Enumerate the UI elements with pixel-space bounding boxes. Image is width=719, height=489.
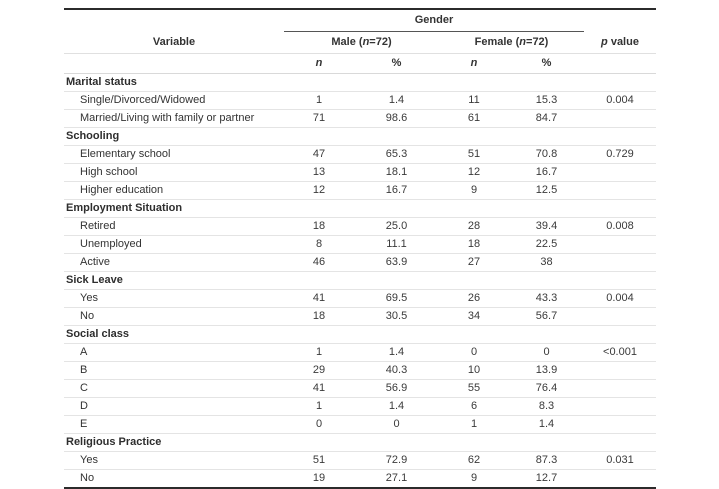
section-label: Sick Leave xyxy=(66,274,123,286)
value-cell: 18 xyxy=(312,220,326,232)
value-cell: 43.3 xyxy=(535,292,558,304)
subheader-row xyxy=(64,54,656,74)
table-row xyxy=(64,146,656,164)
value-cell: 9 xyxy=(470,184,478,196)
row-label: Yes xyxy=(80,292,98,304)
row-label: E xyxy=(80,418,88,430)
value-cell: 98.6 xyxy=(385,112,408,124)
table-row xyxy=(64,416,656,434)
table-row xyxy=(64,236,656,254)
value-cell: 39.4 xyxy=(535,220,558,232)
row-label: Retired xyxy=(80,220,116,232)
value-cell: 29 xyxy=(312,364,326,376)
row-label: D xyxy=(80,400,88,412)
statistics-table xyxy=(64,8,656,489)
pvalue-header-post: value xyxy=(607,36,639,48)
value-cell: 18 xyxy=(312,310,326,322)
value-cell: 1 xyxy=(315,94,323,106)
value-cell: 13 xyxy=(312,166,326,178)
row-label: Higher education xyxy=(80,184,164,196)
value-cell: 87.3 xyxy=(535,454,558,466)
table-row xyxy=(64,452,656,470)
female-column-header xyxy=(439,32,584,53)
column-header-row xyxy=(64,32,656,54)
value-cell: 18 xyxy=(467,238,481,250)
value-cell: 41 xyxy=(312,382,326,394)
male-header-post: =72) xyxy=(369,36,392,48)
value-cell: 11.1 xyxy=(386,238,407,250)
value-cell: 12 xyxy=(312,184,326,196)
value-cell: <0.001 xyxy=(603,346,637,358)
female-n-label: n xyxy=(470,57,478,69)
value-cell: 76.4 xyxy=(535,382,558,394)
row-label: Yes xyxy=(80,454,98,466)
value-cell: 84.7 xyxy=(535,112,558,124)
table-row xyxy=(64,326,656,344)
value-cell: 10 xyxy=(467,364,481,376)
value-cell: 70.8 xyxy=(535,148,558,160)
table-row xyxy=(64,110,656,128)
section-label: Religious Practice xyxy=(66,436,162,448)
male-pct-label: % xyxy=(391,57,402,69)
gender-header-row xyxy=(64,10,656,32)
table-row xyxy=(64,398,656,416)
value-cell: 8.3 xyxy=(538,400,555,412)
table-row xyxy=(64,470,656,487)
row-label: C xyxy=(80,382,88,394)
table-row xyxy=(64,380,656,398)
male-n-label: n xyxy=(315,57,323,69)
value-cell: 1 xyxy=(315,400,323,412)
row-label: Active xyxy=(80,256,110,268)
value-cell: 12 xyxy=(467,166,481,178)
value-cell: 56.9 xyxy=(385,382,408,394)
table-row xyxy=(64,128,656,146)
value-cell: 1 xyxy=(470,418,478,430)
table-row xyxy=(64,344,656,362)
value-cell: 41 xyxy=(312,292,326,304)
value-cell: 47 xyxy=(312,148,326,160)
female-pct-label: % xyxy=(541,57,552,69)
value-cell: 22.5 xyxy=(535,238,558,250)
value-cell: 8 xyxy=(315,238,323,250)
row-label: A xyxy=(80,346,88,358)
value-cell: 0 xyxy=(393,418,400,430)
table-row xyxy=(64,182,656,200)
section-label: Employment Situation xyxy=(66,202,183,214)
value-cell: 0.031 xyxy=(606,454,634,466)
row-label: B xyxy=(80,364,88,376)
value-cell: 15.3 xyxy=(535,94,558,106)
value-cell: 1 xyxy=(315,346,323,358)
table-row xyxy=(64,74,656,92)
value-cell: 0 xyxy=(543,346,550,358)
value-cell: 34 xyxy=(467,310,481,322)
female-pct-subheader xyxy=(509,54,584,73)
value-cell: 1.4 xyxy=(388,94,405,106)
value-cell: 16.7 xyxy=(385,184,408,196)
male-header-pre: Male ( xyxy=(331,36,363,48)
value-cell: 61 xyxy=(467,112,481,124)
pvalue-header-p-italic: p xyxy=(601,36,608,48)
value-cell: 1.4 xyxy=(388,400,405,412)
table-row xyxy=(64,308,656,326)
pvalue-column-header xyxy=(584,32,656,53)
row-label: High school xyxy=(80,166,138,178)
value-cell: 30.5 xyxy=(385,310,408,322)
variable-column-header xyxy=(64,32,284,53)
spacer-cell xyxy=(584,63,656,65)
table-row xyxy=(64,164,656,182)
variable-header-label: Variable xyxy=(152,36,196,48)
row-label: No xyxy=(80,472,95,484)
value-cell: 13.9 xyxy=(535,364,558,376)
value-cell: 72.9 xyxy=(385,454,408,466)
male-pct-subheader xyxy=(354,54,439,73)
value-cell: 0 xyxy=(315,418,323,430)
value-cell: 40.3 xyxy=(385,364,408,376)
value-cell: 51 xyxy=(467,148,481,160)
value-cell: 0.004 xyxy=(606,292,634,304)
female-header-pre: Female ( xyxy=(474,36,520,48)
section-label: Schooling xyxy=(66,130,120,142)
table-row xyxy=(64,362,656,380)
value-cell: 1.4 xyxy=(388,346,405,358)
value-cell: 71 xyxy=(312,112,326,124)
row-label: Unemployed xyxy=(80,238,142,250)
value-cell: 27.1 xyxy=(385,472,408,484)
table-row xyxy=(64,218,656,236)
value-cell: 63.9 xyxy=(385,256,408,268)
value-cell: 11 xyxy=(468,94,480,106)
value-cell: 18.1 xyxy=(385,166,408,178)
value-cell: 46 xyxy=(312,256,326,268)
value-cell: 0 xyxy=(470,346,478,358)
row-label: Married/Living with family or partner xyxy=(80,112,255,124)
value-cell: 28 xyxy=(467,220,481,232)
value-cell: 9 xyxy=(470,472,478,484)
value-cell: 6 xyxy=(470,400,478,412)
value-cell: 65.3 xyxy=(385,148,408,160)
value-cell: 55 xyxy=(467,382,481,394)
value-cell: 27 xyxy=(467,256,481,268)
value-cell: 26 xyxy=(467,292,481,304)
spacer-cell xyxy=(64,63,284,65)
table-row xyxy=(64,290,656,308)
male-n-subheader xyxy=(284,54,354,73)
row-label: No xyxy=(80,310,95,322)
table-row xyxy=(64,92,656,110)
value-cell: 62 xyxy=(467,454,481,466)
male-column-header xyxy=(284,32,439,53)
table-row xyxy=(64,434,656,452)
gender-header-label: Gender xyxy=(414,14,454,26)
value-cell: 0.729 xyxy=(606,148,634,160)
value-cell: 51 xyxy=(312,454,326,466)
gender-header xyxy=(284,10,584,32)
section-label: Social class xyxy=(66,328,129,340)
value-cell: 69.5 xyxy=(385,292,408,304)
value-cell: 12.5 xyxy=(535,184,558,196)
table-body xyxy=(64,74,656,487)
table-row xyxy=(64,200,656,218)
value-cell: 0.008 xyxy=(606,220,634,232)
value-cell: 0.004 xyxy=(606,94,634,106)
section-label: Marital status xyxy=(66,76,137,88)
table-row xyxy=(64,254,656,272)
row-label: Single/Divorced/Widowed xyxy=(80,94,206,106)
female-n-subheader xyxy=(439,54,509,73)
value-cell: 38 xyxy=(540,256,553,268)
table-row xyxy=(64,272,656,290)
value-cell: 19 xyxy=(312,472,326,484)
female-header-n-italic: n xyxy=(519,36,527,48)
male-header-n-italic: n xyxy=(362,36,370,48)
value-cell: 25.0 xyxy=(385,220,408,232)
value-cell: 1.4 xyxy=(538,418,555,430)
value-cell: 16.7 xyxy=(535,166,558,178)
row-label: Elementary school xyxy=(80,148,171,160)
value-cell: 12.7 xyxy=(535,472,558,484)
value-cell: 56.7 xyxy=(535,310,558,322)
female-header-post: =72) xyxy=(526,36,549,48)
